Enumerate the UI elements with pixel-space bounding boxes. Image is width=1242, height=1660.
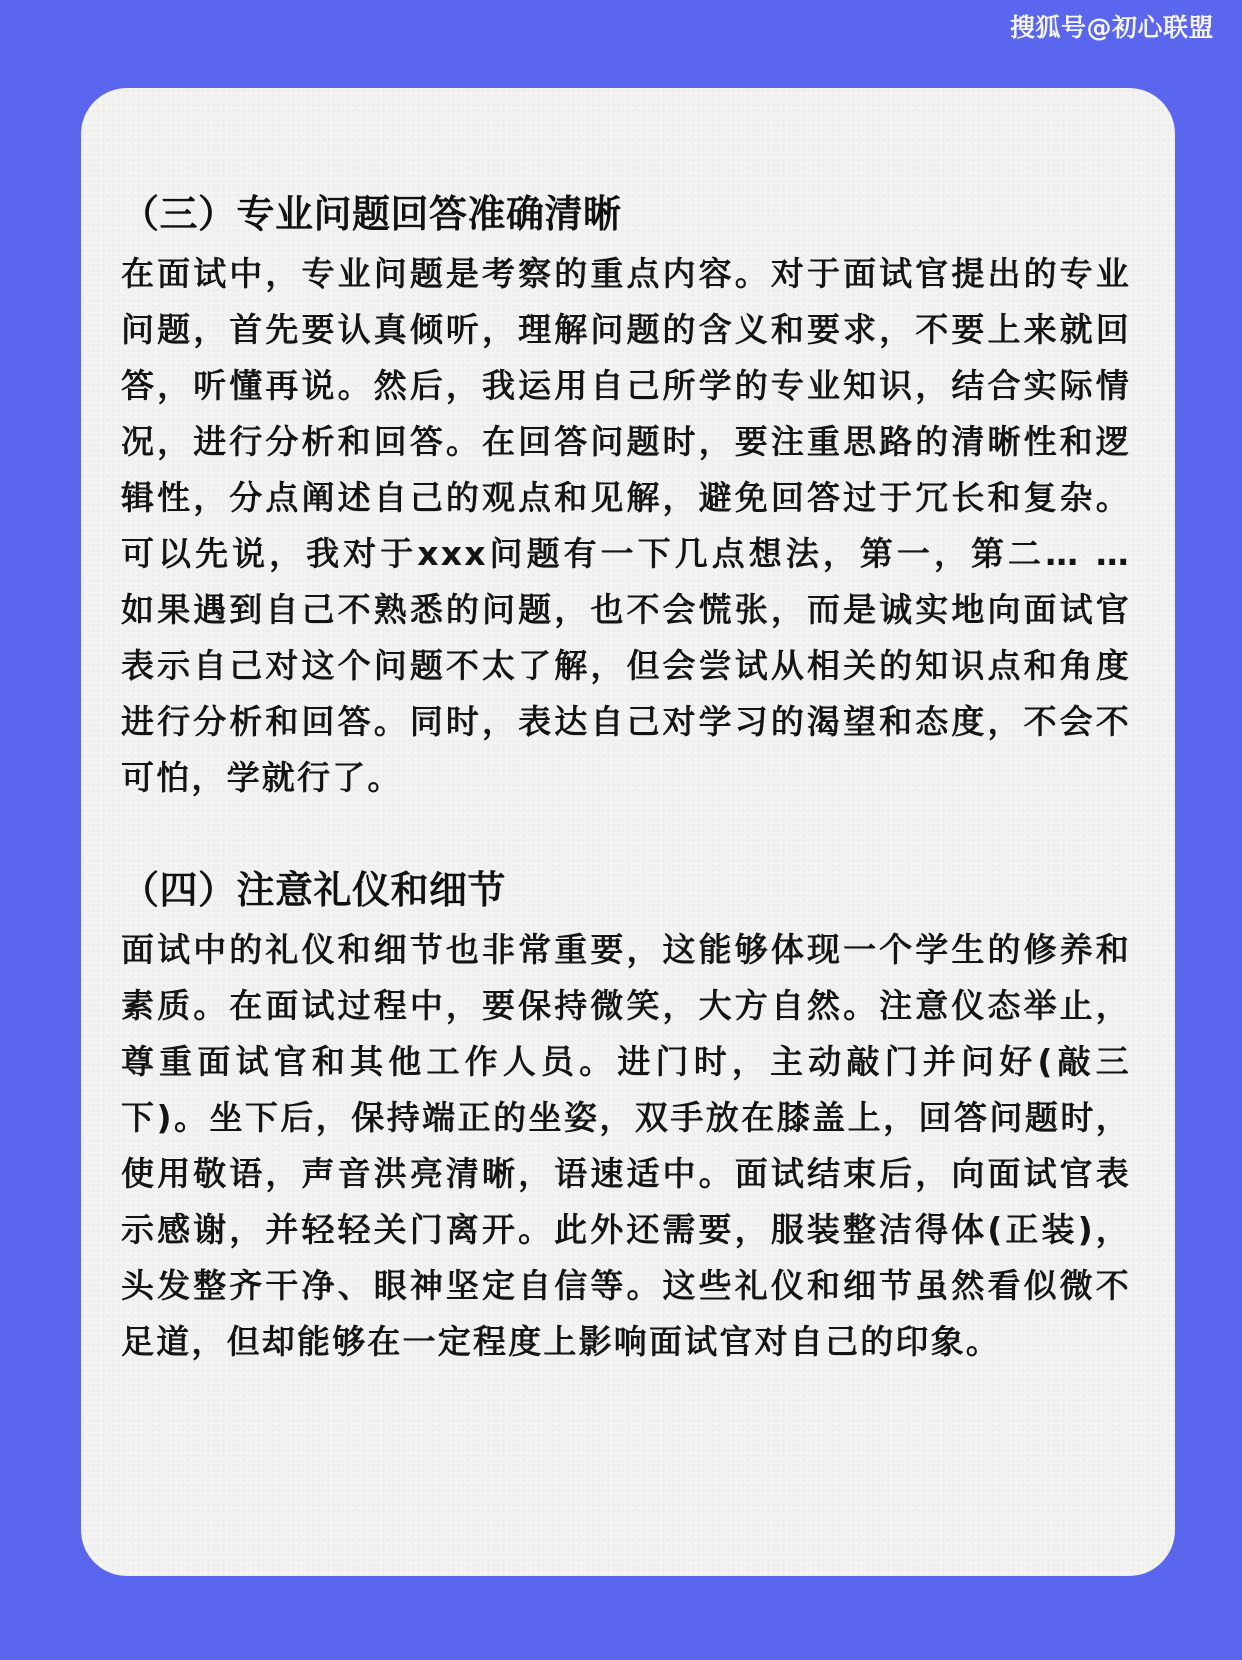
- section-paragraph: 在面试中，专业问题是考察的重点内容。对于面试官提出的专业问题，首先要认真倾听，理解问题的含义和要求，不要上来就回答，听懂再说。然后，我运用自己所学的专业知识，结合实际情况，进行分析和回答。在回答问题时，要注重思路的清晰性和逻辑性，分点阐述自己的观点和见解，避免回答过于冗长和复杂。可以先说，我对于xxx问题有一下几点想法，第一，第二… … 如果遇到自己不熟悉的问题，也不会慌张，而是诚实地向面试官表示自己对这个问题不太了解，但会尝试从相关的知识点和角度进行分析和回答。同时，表达自己对学习的渴望和态度，不会不可怕，学就行了。: [121, 254, 1131, 797]
- section-professional-questions: [121, 188, 1131, 806]
- section-heading: （三）专业问题回答准确清晰: [121, 192, 622, 236]
- watermark: 搜狐号@初心联盟: [1009, 13, 1214, 42]
- section-etiquette-details: [121, 864, 1131, 1370]
- section-paragraph: 面试中的礼仪和细节也非常重要，这能够体现一个学生的修养和素质。在面试过程中，要保持微笑，大方自然。注意仪态举止，尊重面试官和其他工作人员。进门时，主动敲门并问好(敲三下)。坐下后，保持端正的坐姿，双手放在膝盖上，回答问题时，使用敬语，声音洪亮清晰，语速适中。面试结束后，向面试官表示感谢，并轻轻关门离开。此外还需要，服装整洁得体(正装)，头发整齐干净、眼神坚定自信等。这些礼仪和细节虽然看似微不足道，但却能够在一定程度上影响面试官对自己的印象。: [121, 930, 1131, 1361]
- content-card: [81, 88, 1175, 1576]
- section-heading: （四）注意礼仪和细节: [121, 868, 507, 912]
